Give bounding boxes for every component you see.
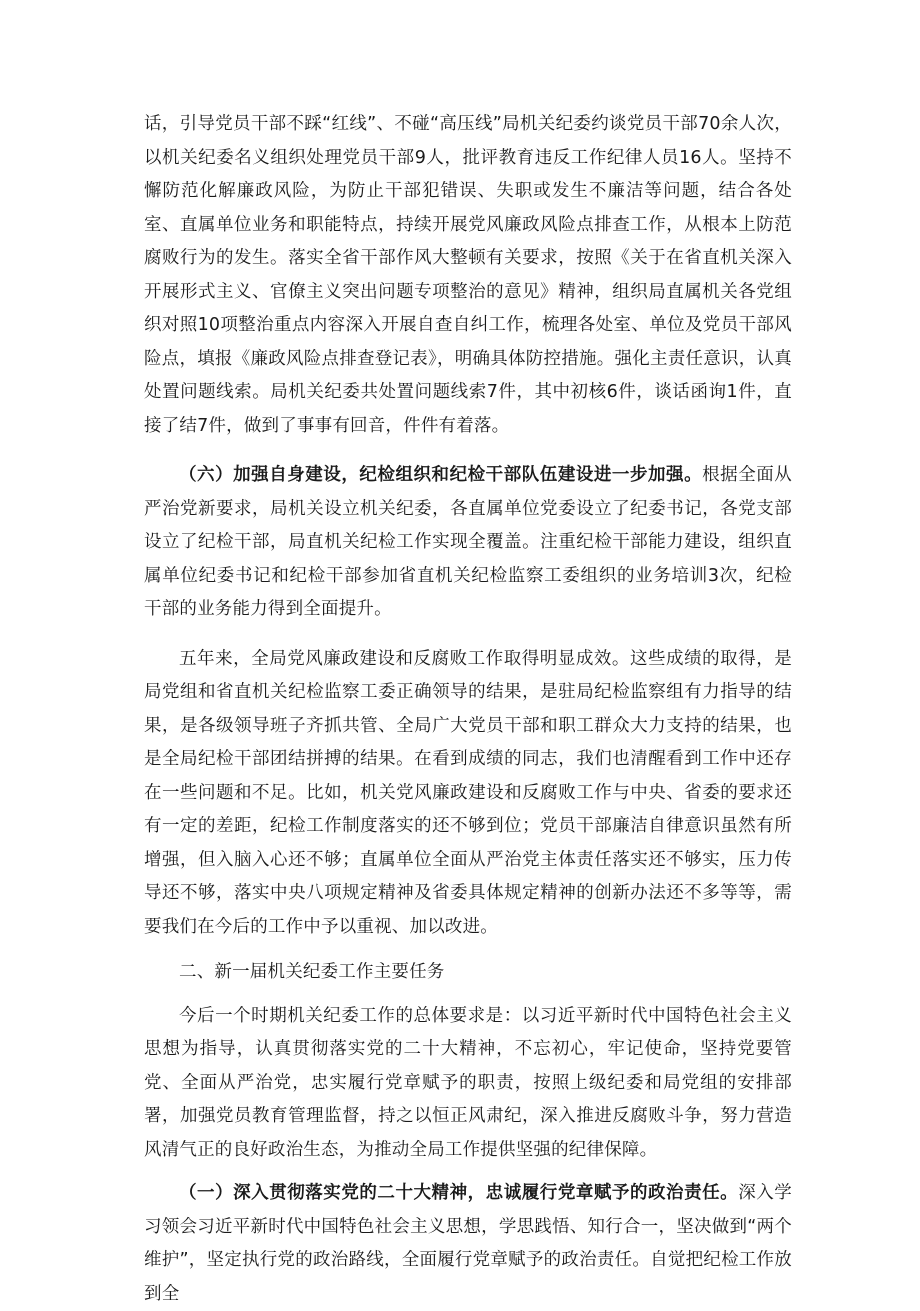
heading-main-tasks: 二、新一届机关纪委工作主要任务 — [179, 962, 445, 982]
document-page — [144, 108, 792, 1311]
paragraph-five-year-summary: 五年来，全局党风廉政建设和反腐败工作取得明显成效。这些成绩的取得，是局党组和省直机关纪检监察工委正确领导的结果，是驻局纪检监察组有力指导的结果，是各级领导班子齐抓共管、全局广大党员干部和职工群众大力支持的结果，也是全局纪检干部团结拼搏的结果。在看到成绩的同志，我们也清醒看到工作中还存在一些问题和不足。比如，机关党风廉政建设和反腐败工作与中央、省委的要求还有一定的差距，纪检工作制度落实的还不够到位；党员干部廉洁自律意识虽然有所增强，但入脑入心还不够；直属单位全面从严治党主体责任落实还不够实，压力传导还不够，落实中央八项规定精神及省委具体规定精神的创新办法还不多等等，需要我们在今后的工作中予以重视、加以改进。 — [144, 648, 792, 937]
section-6-title: （六）加强自身建设，纪检组织和纪检干部队伍建设进一步加强。 — [179, 465, 703, 485]
paragraph-general-requirements: 今后一个时期机关纪委工作的总体要求是：以习近平新时代中国特色社会主义思想为指导，认真贯彻落实党的二十大精神，不忘初心，牢记使命，坚持党要管党、全面从严治党，忠实履行党章赋予的职责，按照上级纪委和局党组的安排部署，加强党员教育管理监督，持之以恒正风肃纪，深入推进反腐败斗争，努力营造风清气正的良好政治生态，为推动全局工作提供坚强的纪律保障。 — [144, 1005, 792, 1160]
task-1-body: 深入学习领会习近平新时代中国特色社会主义思想，学思践悟、知行合一，坚决做到“两个维护”，坚定执行党的政治路线，全面履行党章赋予的政治责任。自觉把纪检工作放到全 — [144, 1183, 792, 1304]
paragraph-risk-prevention: 话，引导党员干部不踩“红线”、不碰“高压线”局机关纪委约谈党员干部70余人次，以机关纪委名义组织处理党员干部9人，批评教育违反工作纪律人员16人。坚持不懈防范化解廉政风险，为防止干部犯错误、失职或发生不廉洁等问题，结合各处室、直属单位业务和职能特点，持续开展党风廉政风险点排查工作，从根本上防范腐败行为的发生。落实全省干部作风大整顿有关要求，按照《关于在省直机关深入开展形式主义、官僚主义突出问题专项整治的意见》精神，组织局直属机关各党组织对照10项整治重点内容深入开展自查自纠工作，梳理各处室、单位及党员干部风险点，填报《廉政风险点排查登记表》，明确具体防控措施。强化主责任意识，认真处置问题线索。局机关纪委共处置问题线索7件，其中初核6件，谈话函询1件，直接了结7件，做到了事事有回音，件件有着落。 — [144, 114, 792, 436]
paragraph-self-building — [144, 459, 792, 627]
task-1-title: （一）深入贯彻落实党的二十大精神，忠诚履行党章赋予的政治责任。 — [179, 1183, 739, 1203]
paragraph-task-1 — [144, 1177, 792, 1311]
section-6-body: 根据全面从严治党新要求，局机关设立机关纪委，各直属单位党委设立了纪委书记，各党支部设立了纪检干部，局直机关纪检工作实现全覆盖。注重纪检干部能力建设，组织直属单位纪委书记和纪检干部参加省直机关纪检监察工委组织的业务培训3次，纪检干部的业务能力得到全面提升。 — [144, 465, 792, 619]
